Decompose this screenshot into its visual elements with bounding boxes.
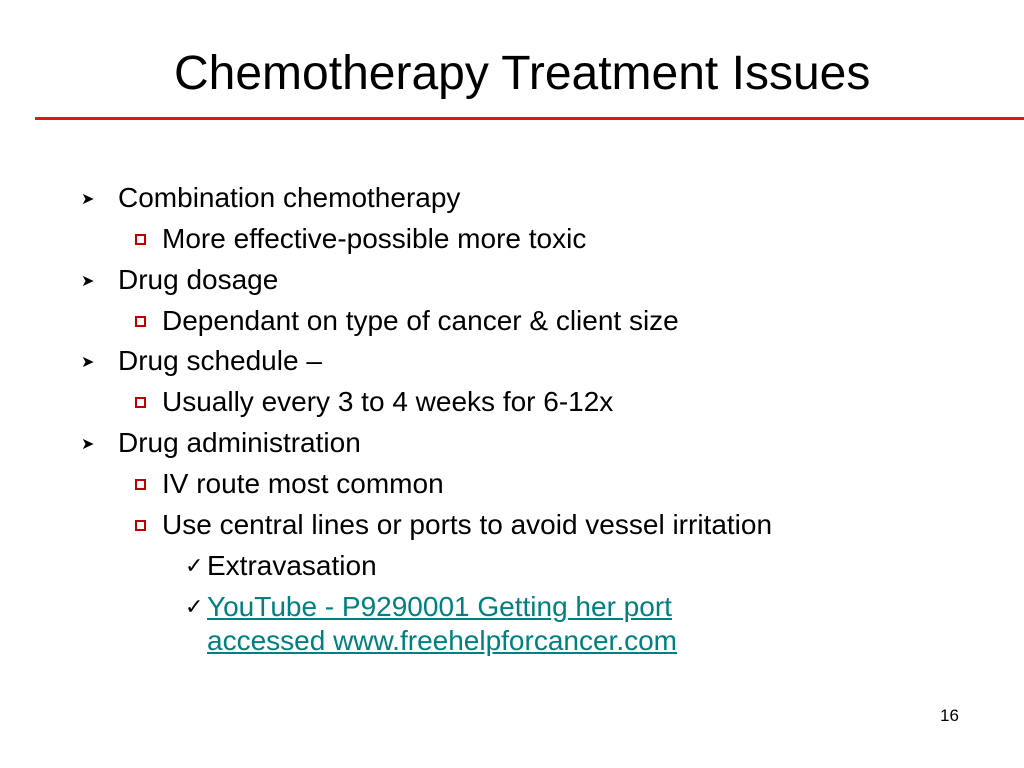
link-line-2: accessed www.freehelpforcancer.com	[207, 625, 677, 656]
page-number: 16	[940, 706, 959, 725]
list-item	[185, 590, 677, 658]
hollow-square-icon	[135, 234, 146, 245]
link-line-1: YouTube - P9290001 Getting her port	[207, 591, 672, 622]
arrowhead-icon: ➤	[81, 354, 95, 371]
youtube-video-link[interactable]	[207, 590, 677, 658]
list-item	[162, 467, 444, 501]
hollow-square-icon	[135, 397, 146, 408]
arrowhead-icon: ➤	[81, 191, 95, 208]
checkmark-icon: ✓	[185, 553, 204, 578]
checkmark-icon: ✓	[185, 594, 204, 619]
list-item-text: Usually every 3 to 4 weeks for 6-12x	[162, 386, 614, 417]
list-item	[162, 304, 679, 338]
list-item	[81, 344, 322, 378]
list-item-text: Combination chemotherapy	[118, 182, 461, 213]
list-item-text: IV route most common	[162, 468, 444, 499]
list-item-text: Extravasation	[207, 550, 377, 581]
list-item-text: Drug dosage	[118, 264, 279, 295]
list-item-text: Use central lines or ports to avoid vessel irritation	[162, 509, 773, 540]
hollow-square-icon	[135, 479, 146, 490]
list-item	[185, 549, 377, 583]
list-item-text: Drug schedule –	[118, 345, 322, 376]
list-item	[162, 222, 586, 256]
list-item-text: More effective-possible more toxic	[162, 223, 587, 254]
list-item	[162, 385, 613, 419]
list-item	[81, 181, 461, 215]
list-item	[81, 426, 361, 460]
arrowhead-icon: ➤	[81, 436, 95, 453]
list-item	[162, 508, 772, 542]
hollow-square-icon	[135, 520, 146, 531]
list-item-text: Dependant on type of cancer & client size	[162, 305, 679, 336]
list-item-text: Drug administration	[118, 427, 361, 458]
arrowhead-icon: ➤	[81, 273, 95, 290]
slide-title: Chemotherapy Treatment Issues	[174, 47, 871, 100]
list-item	[81, 263, 279, 297]
hollow-square-icon	[135, 316, 146, 327]
